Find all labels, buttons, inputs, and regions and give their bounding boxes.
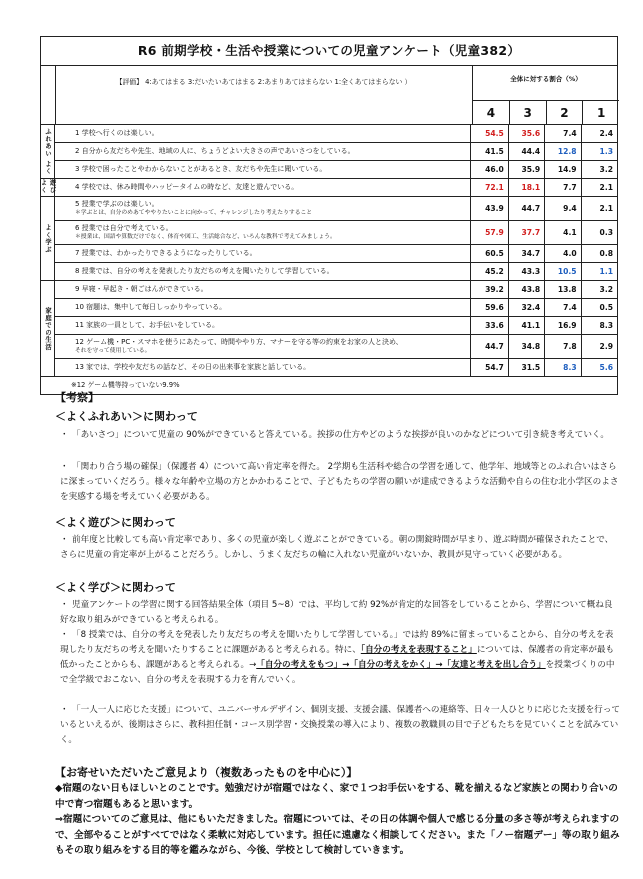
section-title-fureai: ＜よくふれあい＞に関わって [55,410,198,423]
value-cell: 45.2 [485,267,504,276]
question-text: 10 宿題は、集中して毎日しっかりやっている。 [75,302,227,311]
value-cell: 43.3 [508,263,544,280]
value-cell: 39.2 [485,285,504,294]
value-cell: 3.2 [581,161,617,178]
question-text: 4 学校では、休み時間やハッピータイムの時など、友達と遊んでいる。 [75,182,299,191]
value-cell: 1.3 [581,143,617,160]
value-cell: 16.9 [544,317,580,334]
question-text: 13 家では、学校や友だちの話など、その日の出来事を家族と話している。 [75,362,311,371]
question-text: 7 授業では、わかったりできるようになったりしている。 [75,248,257,257]
value-cell: 31.5 [508,359,544,376]
table-row [55,263,617,281]
table-row [55,143,617,161]
question-cell [55,125,471,142]
value-cell: 7.8 [544,335,580,358]
paragraph: ・ 「8 授業では、自分の考えを発表したり友だちの考えを聞いたりして学習している。」では約 89%に留まっていることから、自分の考えを表現したり友だちの考えを聞いたりすることに課題があると考えられる。特に、「自分の考えを表現すること」については、保護者の肯定率が最も低かったことからも、課題があると考えられる。→「自分の考えをもつ」→「自分の考えをかく」→「友達と考えを出し合う」を授業づくりの中で全学級でおこない、自分の考えを表現する力を育んでいく。 [60,630,615,685]
value-cell: 57.9 [485,228,504,237]
value-cell: 43.9 [485,204,504,213]
question-cell [55,221,471,244]
question-text: 1 学校へ行くのは楽しい。 [75,128,159,137]
question-cell [55,179,471,196]
paragraph: ・ 「一人一人に応じた支援」について、ユニバーサルデザイン、個別支援、支援会議、保護者への連絡等、日々一人ひとりに応じた支援を行っているといえるが、後期はさらに、教科担任制・コース別学習・交換授業の導入により、複数の教職員の目で子どもたちを見ていくことを試みていく。 [60,705,620,745]
value-cell: 37.7 [508,221,544,244]
question-cell [55,197,471,220]
table-note: ※12 ゲーム機等持っていない9.9% [71,381,180,389]
value-cell: 10.5 [544,263,580,280]
value-cell: 46.0 [485,165,504,174]
paragraph: ・ 児童アンケートの学習に関する回答結果全体（項目 5~8）では、平均して約 92%が肯定的な回答をしていることから、学習について概ね良好な取り組みができていると考えられる。 [60,600,613,625]
question-text: 9 早寝・早起き・朝ごはんができている。 [75,284,208,293]
value-cell: 72.1 [485,183,504,192]
question-cell [55,359,471,376]
question-cell [55,245,471,262]
value-cell: 33.6 [485,321,504,330]
question-text: 11 家族の一員として、お手伝いをしている。 [75,320,219,329]
value-cell: 1.1 [581,263,617,280]
value-cell: 35.9 [508,161,544,178]
value-cell: 0.5 [581,299,617,316]
value-cell: 7.4 [544,125,580,142]
value-cell: 2.1 [581,197,617,220]
question-cell [55,299,471,316]
survey-title: R6 前期学校・生活や授業についての児童アンケート（児童382） [41,37,617,66]
question-text: 8 授業では、自分の考えを発表したり友だちの考えを聞いたりして学習している。 [75,266,334,275]
question-subtext: ＊授業は、国語や算数だけでなく、体育や図工、生活総合など、いろんな教科で考えてみましょう。 [75,234,336,241]
question-text: 6 授業では自分で考えている。 [75,223,173,232]
column-header: 1 [582,101,619,125]
table-row [55,281,617,299]
table-body [41,125,617,377]
reflection-heading: 【考察】 [55,391,99,404]
value-cell: 5.6 [581,359,617,376]
table-row [55,179,617,197]
value-cell: 2.9 [581,335,617,358]
value-cell: 60.5 [485,249,504,258]
table-row [55,359,617,377]
opinion-item: ◆宿題のない日もほしいとのことです。勉強だけが宿題ではなく、家で１つお手伝いをする、靴を揃えるなど家族との関わり合いの中で育つ宿題もあると思います。 [55,783,618,810]
table-row [55,317,617,335]
table-row [55,335,617,359]
value-cell: 41.1 [508,317,544,334]
value-cell: 13.8 [544,281,580,298]
category-label: ふれあい よく [41,125,55,179]
value-cell: 44.7 [485,342,504,351]
table-row [55,161,617,179]
value-cell: 54.7 [485,363,504,372]
section-title-manabi: ＜よく学び＞に関わって [55,581,176,594]
category-column [41,125,55,377]
value-cell: 9.4 [544,197,580,220]
value-cell: 44.4 [508,143,544,160]
rating-legend: 【評価】 4:あてはまる 3:だいたいあてはまる 2:あまりあてはまらない 1:全くあてはまらない ） [55,66,473,124]
section-title-asobi: ＜よく遊び＞に関わって [55,516,176,529]
value-cell: 12.8 [544,143,580,160]
value-cell: 43.8 [508,281,544,298]
table-header [41,66,617,125]
question-text: 2 自分から友だちや先生、地域の人に、ちょうどよい大きさの声であいさつをしている。 [75,146,355,155]
table-row [55,221,617,245]
value-cell: 4.1 [544,221,580,244]
value-cell: 0.8 [581,245,617,262]
value-cell: 8.3 [544,359,580,376]
value-cell: 18.1 [508,179,544,196]
paragraph: ・ 前年度と比較しても高い肯定率であり、多くの児童が楽しく遊ぶことができている。朝の開錠時間が早まり、遊ぶ時間が確保されたことで、さらに児童の肯定率が上がることだろう。しかし、うまく友だちの輪に入れない児童がいないか、教員が見守っていく必要がある。 [60,535,614,560]
value-cell: 32.4 [508,299,544,316]
question-cell [55,317,471,334]
category-label: 家庭での生活 [41,281,55,377]
question-text: 5 授業で学ぶのは楽しい。 [75,199,159,208]
paragraph: ・ 「関わり合う場の確保」（保護者 4）について高い肯定率を得た。 2学期も生活科や総合の学習を通して、他学年、地域等とのふれ合いはさらに深まっていくだろう。様々な年齢や立場の方とかかわることで、子どもたちの学習の願いが達成できるような活動や自らの住む北小学区のよさを実感する場を考えていく必要がある。 [60,462,619,502]
category-label: よく学ぶ [41,197,55,281]
question-cell [55,161,471,178]
opinion-heading: 【お寄せいただいたご意見より（複数あったものを中心に）】 [55,766,358,779]
question-text: 3 学校で困ったことやわからないことがあるとき、友だちや先生に聞いている。 [75,164,327,173]
question-subtext: それを守って使用している。 [75,348,151,355]
question-cell [55,281,471,298]
value-cell: 7.4 [544,299,580,316]
column-headers [473,100,619,125]
value-cell: 41.5 [485,147,504,156]
opinion-reply: ⇒宿題についてのご意見は、他にもいただきました。宿題については、その日の体調や個人で感じる分量の多さ等が考えられますので、全部やることがすべてではなく柔軟に対応しています。担任に遠慮なく相談してください。また「ノー宿題デー」等の取り組みもその取り組みをする目的等を鑑みながら、今後、学校として検討していきます。 [55,814,620,856]
category-label: 遊び よく [41,179,55,197]
table-row [55,245,617,263]
question-subtext: ＊学ぶとは、自分のめあてややりたいことに向かって、チャレンジしたり考えたりすること [75,210,313,217]
question-cell [55,143,471,160]
value-cell: 2.4 [581,125,617,142]
column-header: 2 [546,101,583,125]
column-header: 3 [509,101,546,125]
value-cell: 35.6 [508,125,544,142]
value-cell: 2.1 [581,179,617,196]
value-cell: 44.7 [508,197,544,220]
question-text: 12 ゲーム機・PC・スマホを使うにあたって、時間ややり方、マナーを守る等の約束をお家の人と決め、 [75,337,403,346]
value-cell: 8.3 [581,317,617,334]
table-row [55,125,617,143]
table-row [55,299,617,317]
value-cell: 34.8 [508,335,544,358]
paragraph: ・ 「あいさつ」について児童の 90%ができていると答えている。挨拶の仕方やどのような挨拶が良いのかなどについて引き続き考えていく。 [60,430,609,440]
ratio-title: 全体に対する割合（%） [510,75,582,83]
value-cell: 3.2 [581,281,617,298]
value-cell: 7.7 [544,179,580,196]
value-cell: 54.5 [485,129,504,138]
value-cell: 14.9 [544,161,580,178]
survey-table [40,36,618,395]
question-cell [55,335,471,358]
question-cell [55,263,471,280]
column-header: 4 [486,106,496,120]
value-cell: 0.3 [581,221,617,244]
value-cell: 59.6 [485,303,504,312]
value-cell: 4.0 [544,245,580,262]
question-rows [55,125,617,377]
value-cell: 34.7 [508,245,544,262]
table-row [55,197,617,221]
